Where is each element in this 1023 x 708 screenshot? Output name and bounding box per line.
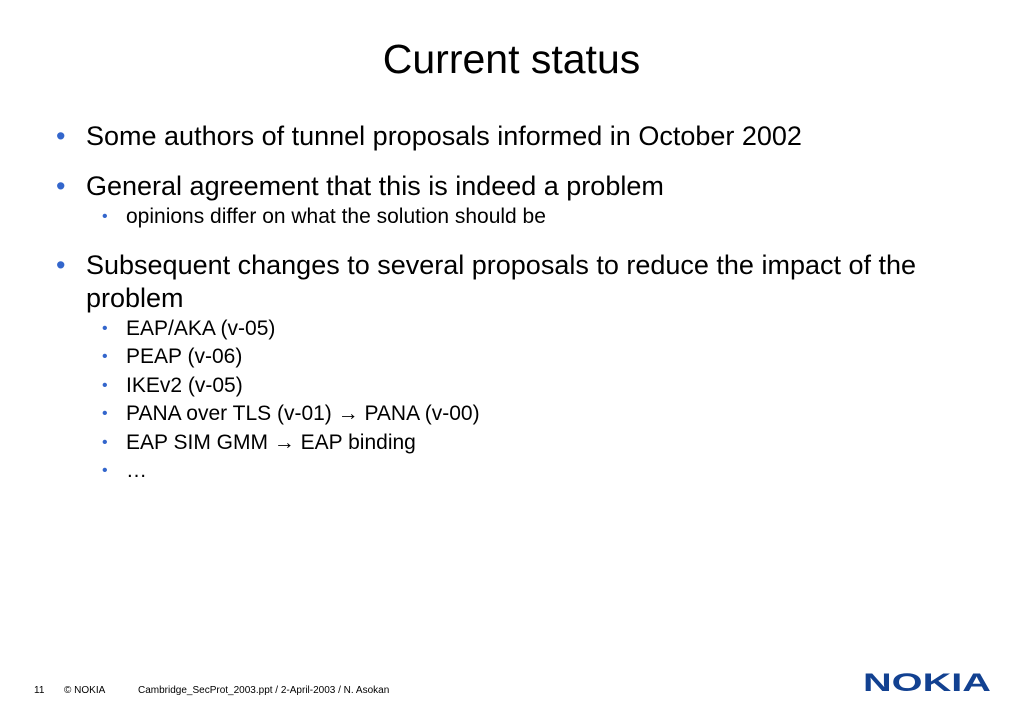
copyright-notice: © NOKIA — [64, 685, 106, 696]
sub-bullet-text: IKEv2 (v-05) — [126, 373, 243, 397]
bullet-item — [56, 170, 956, 203]
bullet-dot-icon: • — [102, 319, 108, 337]
sub-bullet-text: PANA over TLS (v-01) → PANA (v-00) — [126, 402, 480, 425]
slide-title: Current status — [382, 36, 641, 82]
bullet-dot-icon: • — [102, 462, 108, 479]
footer-reference: Cambridge_SecProt_2003.ppt / 2-April-2003 / N. Asokan — [138, 685, 390, 696]
sub-bullet-item — [56, 457, 956, 486]
bullet-item — [56, 249, 956, 315]
sub-bullet-text: EAP/AKA (v-05) — [126, 316, 276, 340]
sub-bullet-text: opinions differ on what the solution should be — [126, 205, 546, 228]
sub-bullet-item — [56, 203, 956, 232]
bullet-list — [56, 120, 956, 486]
bullet-text: Some authors of tunnel proposals informed in October 2002 — [86, 121, 802, 151]
sub-bullet-list — [56, 203, 956, 232]
sub-bullet-item — [56, 429, 956, 458]
bullet-text: General agreement that this is indeed a problem — [86, 171, 664, 201]
bullet-dot-icon: • — [102, 208, 108, 225]
sub-bullet-item — [56, 343, 956, 372]
bullet-item — [56, 120, 956, 153]
sub-bullet-text: PEAP (v-06) — [126, 345, 243, 368]
sub-bullet-item — [56, 315, 956, 344]
bullet-dot-icon: • — [56, 249, 66, 280]
sub-bullet-item — [56, 372, 956, 401]
bullet-dot-icon: • — [102, 348, 108, 365]
sub-bullet-item — [56, 400, 956, 429]
sub-bullet-text: EAP SIM GMM → EAP binding — [126, 430, 416, 454]
bullet-dot-icon: • — [102, 433, 108, 451]
bullet-dot-icon: • — [56, 121, 66, 151]
nokia-logo — [862, 672, 992, 692]
sub-bullet-list — [56, 315, 956, 486]
svg-text:NOKIA: NOKIA — [863, 672, 991, 692]
bullet-text: Subsequent changes to several proposals to reduce the impact of the problem — [86, 249, 917, 313]
bullet-dot-icon: • — [102, 405, 108, 422]
bullet-dot-icon: • — [102, 376, 108, 394]
sub-bullet-text: … — [126, 459, 147, 482]
bullet-dot-icon: • — [56, 171, 66, 201]
page-number: 11 — [34, 685, 45, 696]
